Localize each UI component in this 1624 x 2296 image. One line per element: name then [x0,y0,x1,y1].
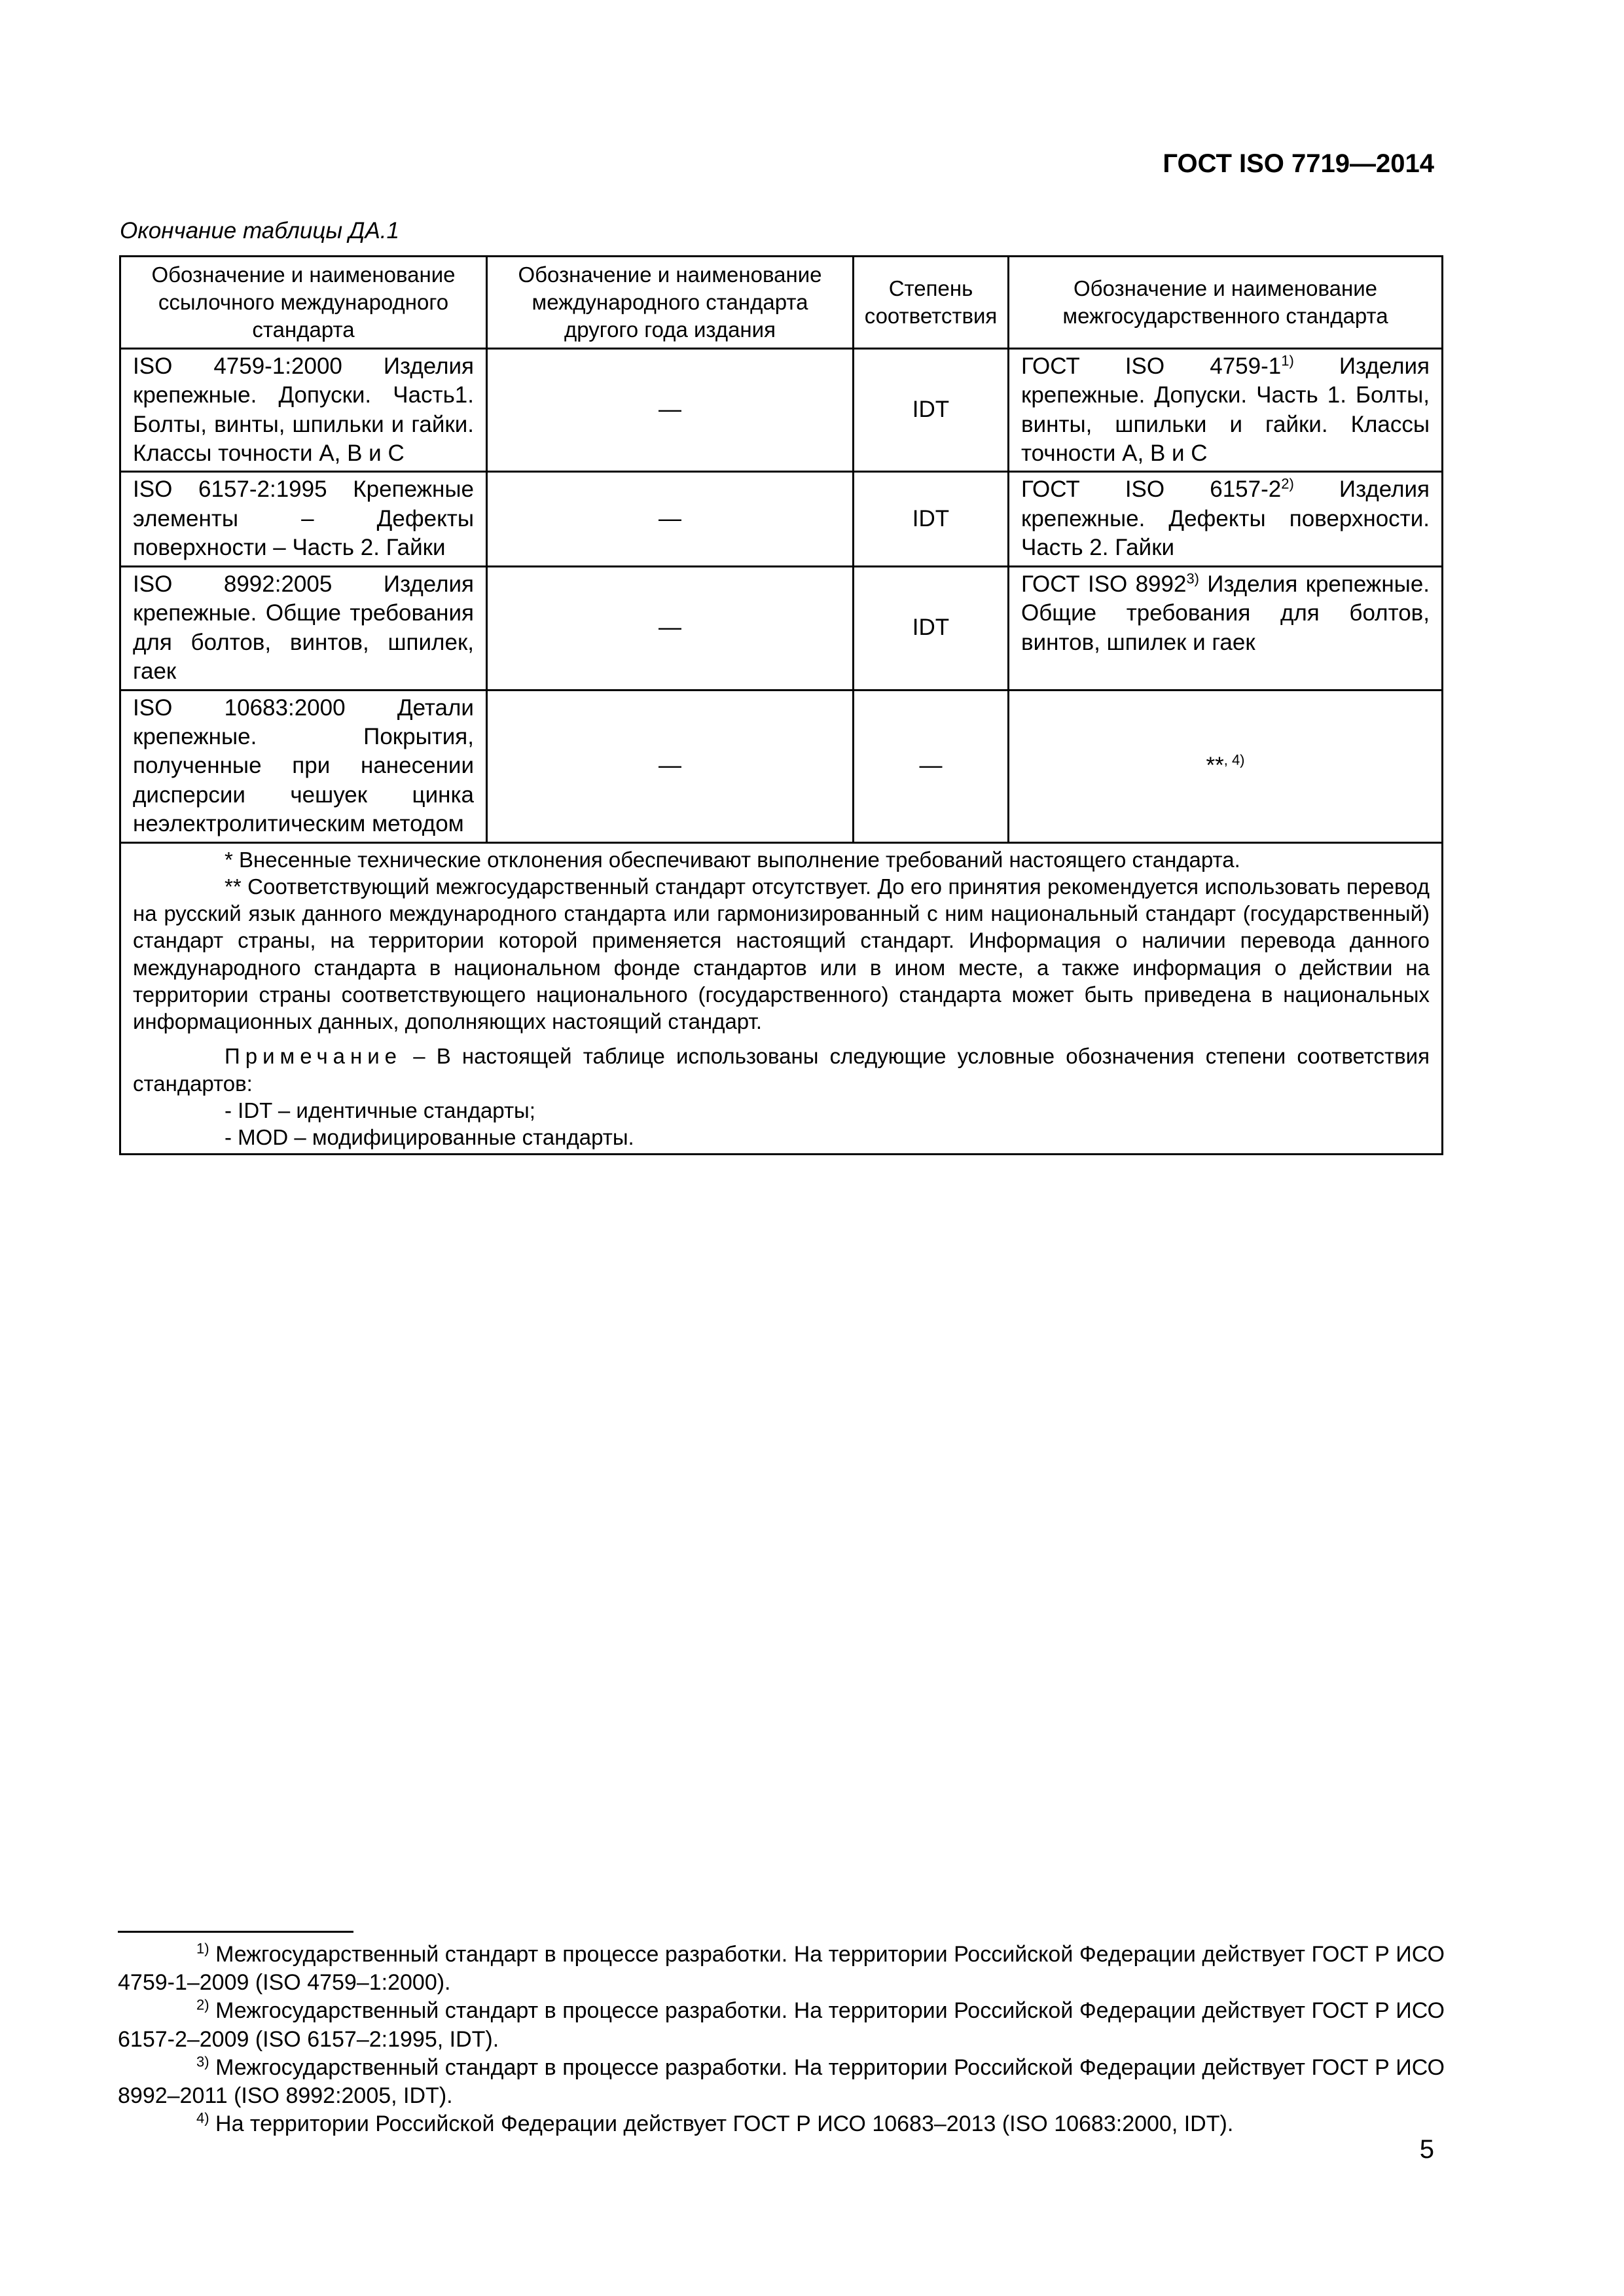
footnote-ref: , 4) [1223,751,1245,768]
table-remark [133,1043,1430,1097]
footnote-mark: 1) [196,1940,209,1957]
table-row [120,348,1443,472]
standards-correspondence-table [119,255,1443,1155]
legend-idt: - IDT – идентичные стандарты; [225,1098,535,1122]
footnote-text: Межгосударственный стандарт в процессе разработки. На территории Российской Федерации действует ГОСТ Р ИСО 8992–2011 (ISO 8992:2005, IDT). [118,2054,1445,2108]
interstate-title: Изделия крепежные. Дефекты поверхности. Часть 2. Гайки [1021,476,1430,561]
cell-correspondence-degree: — [854,690,1009,842]
footnote-text: Межгосударственный стандарт в процессе разработки. На территории Российской Федерации действует ГОСТ Р ИСО 4759-1–2009 (ISO 4759–1:2000). [118,1942,1445,1996]
footnote-separator [118,1931,353,1933]
footnote-text: На территории Российской Федерации действует ГОСТ Р ИСО 10683–2013 (ISO 10683:2000, IDT). [209,2111,1234,2137]
table-notes-row [120,842,1443,1155]
cell-correspondence-degree: IDT [854,348,1009,472]
cell-other-year-standard: — [487,690,854,842]
interstate-code: ГОСТ ISO 6157-2 [1021,476,1282,503]
footnote-ref: 1) [1281,352,1294,369]
cell-other-year-standard: — [487,348,854,472]
table-notes [120,842,1443,1155]
footnote-ref: 3) [1186,570,1199,587]
cell-other-year-standard: — [487,566,854,690]
interstate-title: Изделия крепежные. Допуски. Часть 1. Болты, винты, шпильки и гайки. Классы точности A, B и C [1021,353,1430,467]
cell-reference-standard: ISO 8992:2005 Изделия крепежные. Общие требования для болтов, винтов, шпилек, гаек [120,566,487,690]
cell-other-year-standard: — [487,472,854,566]
cell-correspondence-degree: IDT [854,472,1009,566]
remark-text: – В настоящей таблице использованы следующие условные обозначения степени соответствия стандартов: [133,1044,1430,1096]
footnotes [118,1941,1445,2138]
cell-reference-standard: ISO 10683:2000 Детали крепежные. Покрытия, полученные при нанесении дисперсии чешуек цинка неэлектролитическим методом [120,690,487,842]
table-row [120,472,1443,566]
footnote [118,2054,1445,2110]
footnote-mark: 4) [196,2109,209,2126]
table-row [120,566,1443,690]
note-deviations: * Внесенные технические отклонения обеспечивают выполнение требований настоящего стандарта. [225,847,1240,872]
table-caption: Окончание таблицы ДА.1 [120,218,399,243]
cell-interstate-standard [1009,472,1443,566]
table-row [120,690,1443,842]
header-other-year-standard: Обозначение и наименование международного стандарта другого года издания [487,257,854,349]
interstate-code: ** [1206,753,1224,779]
footnote-text: Межгосударственный стандарт в процессе разработки. На территории Российской Федерации действует ГОСТ Р ИСО 6157-2–2009 (ISO 6157–2:1995, IDT). [118,1998,1445,2052]
page-number: 5 [1419,2135,1434,2164]
footnote [118,2110,1445,2138]
document-designation: ГОСТ ISO 7719—2014 [1163,149,1434,178]
note-absent-standard: ** Соответствующий межгосударственный стандарт отсутствует. До его принятия рекомендуется использовать перевод на русский язык данного международного стандарта или гармонизированный с ним национальный стандарт (государственный) стандарт страны, на территории которой применяется настоящий стандарт. Информация о наличии перевода данного международного стандарта в национальном фонде стандартов или в ином месте, а также информация о действии на территории страны соответствующего национального (государственного) стандарта может быть приведена в национальных информационных данных, дополняющих настоящий стандарт. [133,874,1430,1034]
footnote-mark: 3) [196,2053,209,2070]
interstate-code: ГОСТ ISO 4759-1 [1021,353,1282,379]
footnote [118,1997,1445,2053]
cell-correspondence-degree: IDT [854,566,1009,690]
cell-reference-standard: ISO 4759-1:2000 Изделия крепежные. Допуски. Часть1. Болты, винты, шпильки и гайки. Классы точности A, B и C [120,348,487,472]
interstate-title: Изделия крепежные. Общие требования для болтов, винтов, шпилек и гаек [1021,571,1430,655]
footnote-ref: 2) [1281,475,1294,492]
footnote [118,1941,1445,1997]
header-interstate-standard: Обозначение и наименование межгосударственного стандарта [1009,257,1443,349]
cell-interstate-standard [1009,348,1443,472]
table-header-row [120,257,1443,349]
interstate-code: ГОСТ ISO 8992 [1021,571,1187,597]
header-correspondence-degree: Степень соответствия [854,257,1009,349]
legend-mod: - MOD – модифицированные стандарты. [225,1125,634,1150]
cell-interstate-standard [1009,566,1443,690]
header-reference-standard: Обозначение и наименование ссылочного международного стандарта [120,257,487,349]
cell-interstate-standard [1009,690,1443,842]
cell-reference-standard: ISO 6157-2:1995 Крепежные элементы – Дефекты поверхности – Часть 2. Гайки [120,472,487,566]
remark-label: Примечание [225,1044,403,1069]
footnote-mark: 2) [196,1997,209,2014]
